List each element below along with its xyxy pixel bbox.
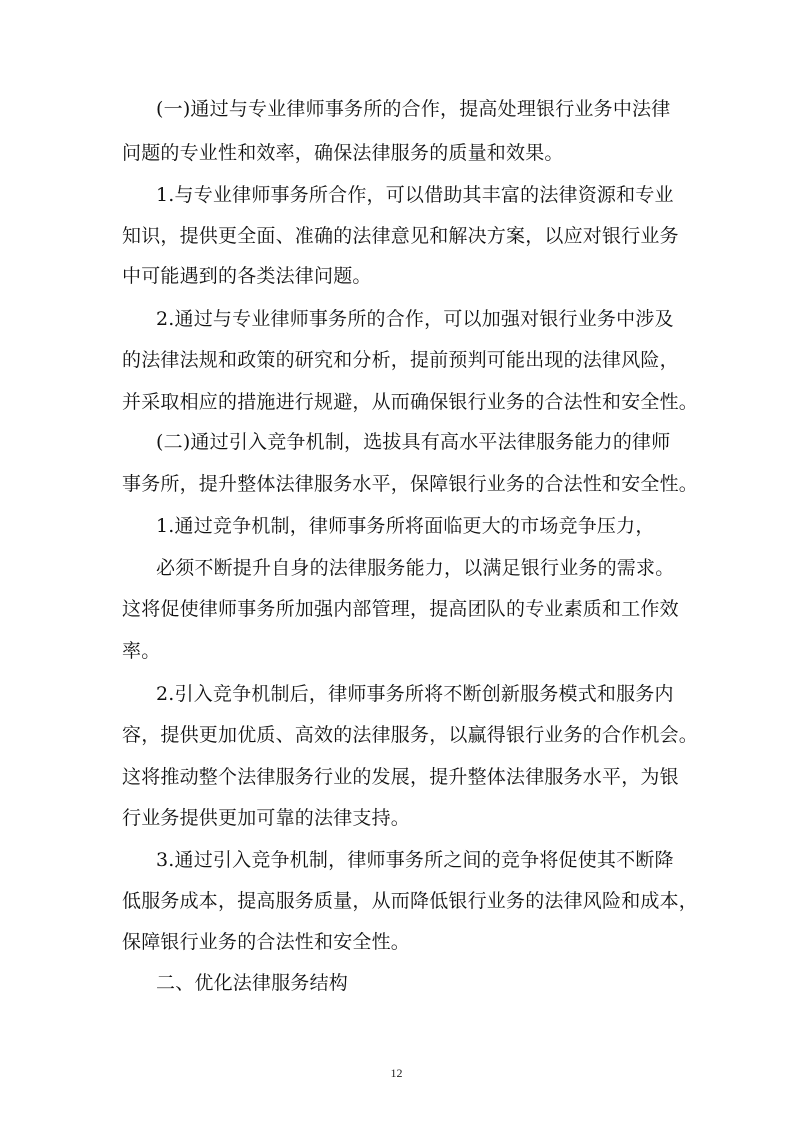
competition-point-1-line-1: 1.通过竞争机制，律师事务所将面临更大的市场竞争压力， xyxy=(156,515,655,537)
competition-point-1-line-2: 必须不断提升自身的法律服务能力，以满足银行业务的需求。 xyxy=(156,557,675,579)
section-heading-optimize-structure: 二、优化法律服务结构 xyxy=(156,972,349,994)
point-2-line-3: 并采取相应的措施进行规避，从而确保银行业务的合法性和安全性。 xyxy=(122,391,699,413)
competition-point-2-line-2: 容，提供更加优质、高效的法律服务，以赢得银行业务的合作机会。 xyxy=(122,724,699,746)
point-2-line-2: 的法律法规和政策的研究和分析，提前预判可能出现的法律风险， xyxy=(122,349,679,371)
section-two-heading-line-2: 事务所，提升整体法律服务水平，保障银行业务的合法性和安全性。 xyxy=(122,473,699,495)
competition-point-3-line-1: 3.通过引入竞争机制，律师事务所之间的竞争将促使其不断降 xyxy=(156,849,674,871)
section-one-heading-line-2: 问题的专业性和效率，确保法律服务的质量和效果。 xyxy=(122,142,564,164)
point-1-line-2: 知识，提供更全面、准确的法律意见和解决方案，以应对银行业务 xyxy=(122,225,679,247)
section-two-heading-line-1: (二)通过引入竞争机制，选拔具有高水平法律服务能力的律师 xyxy=(156,431,671,453)
competition-point-3-line-2: 低服务成本，提高服务质量，从而降低银行业务的法律风险和成本， xyxy=(122,890,699,912)
page-number: 12 xyxy=(390,1066,403,1080)
point-1-line-1: 1.与专业律师事务所合作，可以借助其丰富的法律资源和专业 xyxy=(156,184,674,206)
point-2-line-1: 2.通过与专业律师事务所的合作，可以加强对银行业务中涉及 xyxy=(156,308,674,330)
competition-point-2-line-3: 这将推动整个法律服务行业的发展，提升整体法律服务水平，为银 xyxy=(122,766,679,788)
point-1-line-3: 中可能遇到的各类法律问题。 xyxy=(122,265,372,287)
section-one-heading-line-1: (一)通过与专业律师事务所的合作，提高处理银行业务中法律 xyxy=(156,98,671,120)
competition-point-1-line-4: 率。 xyxy=(122,640,161,662)
competition-point-2-line-4: 行业务提供更加可靠的法律支持。 xyxy=(122,807,411,829)
competition-point-2-line-1: 2.引入竞争机制后，律师事务所将不断创新服务模式和服务内 xyxy=(156,683,674,705)
competition-point-3-line-3: 保障银行业务的合法性和安全性。 xyxy=(122,931,411,953)
competition-point-1-line-3: 这将促使律师事务所加强内部管理，提高团队的专业素质和工作效 xyxy=(122,598,679,620)
